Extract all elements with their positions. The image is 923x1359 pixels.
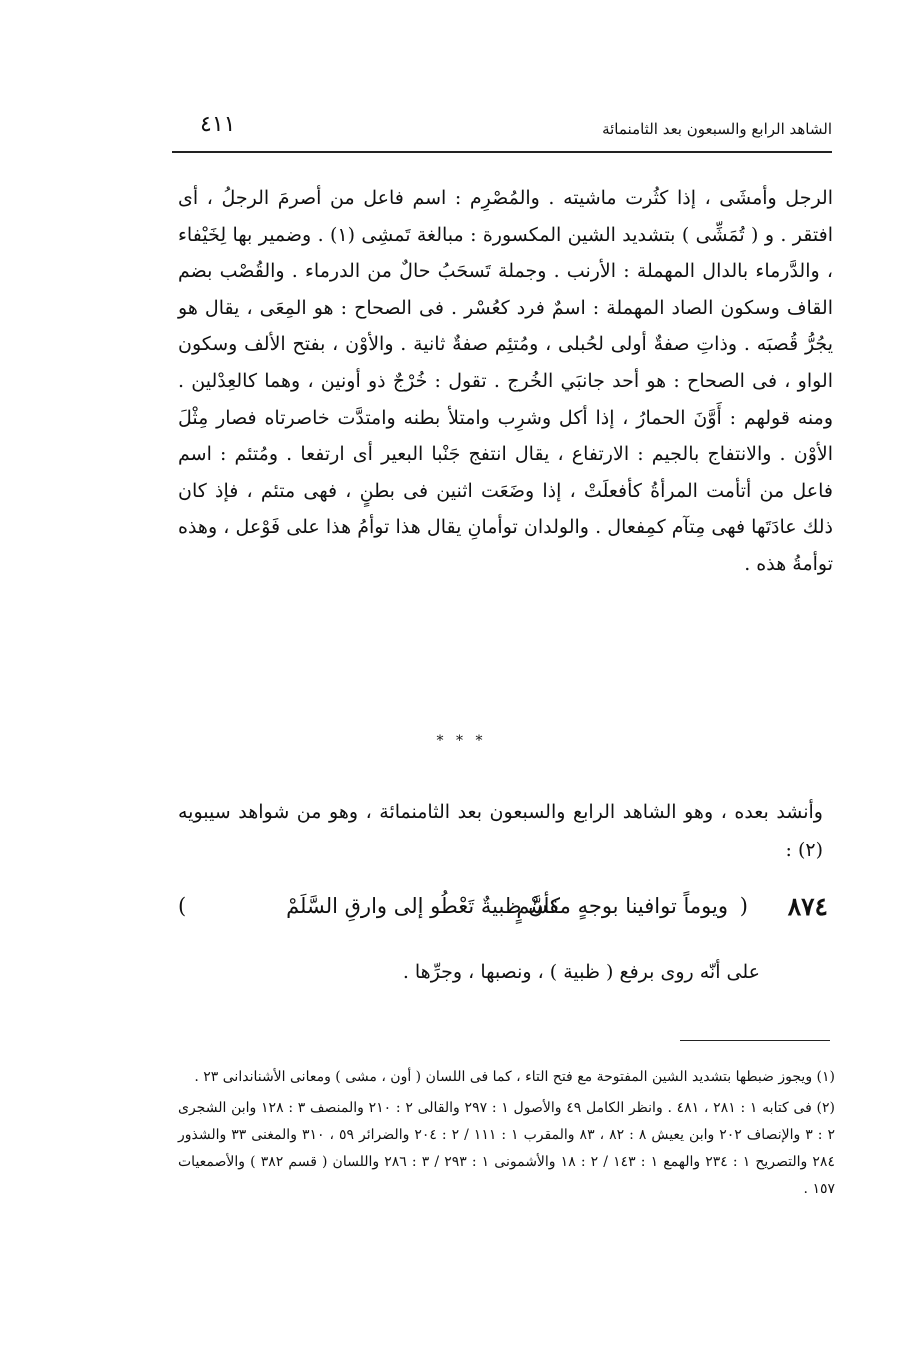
body-text — [178, 180, 833, 583]
footnotes — [178, 1064, 835, 1207]
footnote-rule — [680, 1040, 830, 1041]
verse-number: ٨٧٤ — [787, 892, 828, 921]
verse-first-hemistich: ويوماً توافينا بوجهٍ مقسَّمٍ — [516, 894, 728, 918]
verse-second-hemistich: كأنْ ظبيةٌ تَعْطُو إلى وارقِ السَّلَمْ — [286, 894, 560, 918]
verse-open-paren: ( — [739, 894, 748, 918]
body-paragraph: الرجل وأمشَى ، إذا كثُرت ماشيته . والمُصْرِم : اسم فاعل من أصرمَ الرجلُ ، أى افتقر . و ( تُمَشِّى ) بتشديد الشين المكسورة : مبالغة تَمشِى (١) . وضمير بها لِخَيْفاء ، والدَّرماء بالدال المهملة : الأرنب . وجملة تَسحَبُ حالٌ من الدرماء . والقُصْب بضم القاف وسكون الصاد المهملة : اسمٌ فرد كعُسْر . فى الصحاح : هو المِعَى ، يقال هو يجُرُّ قُصبَه . وذاتِ صفةٌ أولى لحُبلى ، ومُتئِم صفةٌ ثانية . والأوْن ، بفتح الألف وسكون الواو ، فى الصحاح : هو أحد جانبَي الخُرج . تقول : خُرْجٌ ذو أونين ، وهما كالعِدْلين . ومنه قولهم : أَوَّنَ الحمارُ ، إذا أكل وشرِب وامتلأ بطنه وامتدَّت خاصرتاه فصار مِثْلَ الأوْن . والانتفاج بالجيم : الارتفاع ، يقال انتفج جَنْبا البعير أى ارتفعا . ومُتئم : اسم فاعل من أتأمت المرأةُ كأفعلَتْ ، إذا وضَعَت اثنين فى بطنٍ ، فهى متئم ، فإذ كان ذلك عادَتَها فهى مِتآم كمِفعال . والولدان توأمانِ يقال هذا توأمُ هذا على فَوْعل ، وهذه توأمةُ هذه . — [178, 187, 833, 575]
verse-close-paren: ) — [178, 894, 187, 918]
running-title: الشاهد الرابع والسبعون بعد الثامنمائة — [602, 120, 832, 138]
intro-text — [178, 793, 823, 869]
page-header — [172, 112, 832, 152]
verse-commentary: على أنّه روى برفع ( ظبية ) ، ونصبها ، وجرِّها . — [402, 961, 760, 983]
footnote-2: (٢) فى كتابه ١ : ٢٨١ ، ٤٨١ . وانظر الكامل ٤٩ والأصول ١ : ٢٩٧ والقالى ٢ : ٢١٠ والمنصف ٣ : ١٢٨ وابن الشجرى ٢ : ٣ والإنصاف ٢٠٢ وابن يعيش ٨ : ٨٢ ، ٨٣ والمقرب ١ : ١١١ / ٢ : ٢٠٤ والضرائر ٥٩ ، ٣١٠ والمغنى ٣٣ والشذور ٢٨٤ والتصريح ١ : ٢٣٤ والهمع ١ : ١٤٣ / ٢ : ١٨ والأشمونى ١ : ٢٩٣ / ٣ : ٢٨٦ واللسان ( قسم ٣٨٢ ) والأصمعيات ١٥٧ . — [178, 1100, 835, 1197]
footnote-1: (١) ويجوز ضبطها بتشديد الشين المفتوحة مع فتح التاء ، كما فى اللسان ( أون ، مشى ) ومعانى الأشناندانى ٢٣ . — [194, 1069, 835, 1085]
section-separator: * * * — [436, 733, 487, 749]
intro-paragraph: وأنشد بعده ، وهو الشاهد الرابع والسبعون بعد الثامنمائة ، وهو من شواهد سيبويه (٢) : — [178, 801, 823, 861]
page-number: ٤١١ — [200, 112, 236, 137]
poetry-verse — [178, 890, 828, 936]
header-rule — [172, 151, 832, 153]
